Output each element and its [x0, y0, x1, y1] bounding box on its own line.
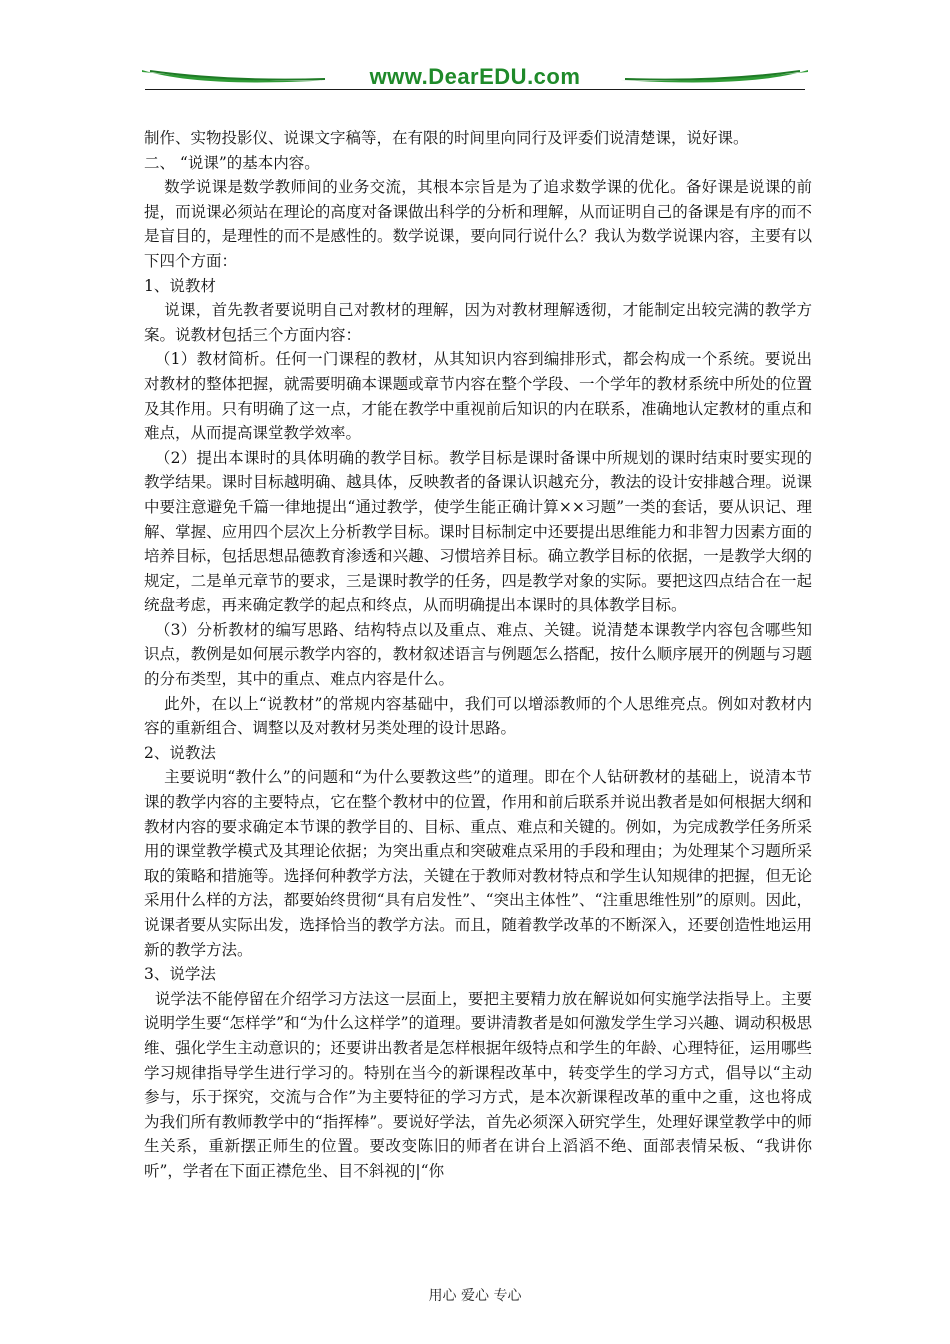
- paragraph: （2）提出本课时的具体明确的教学目标。教学目标是课时备课中所规划的课时结束时要实现的教学结果。课时目标越明确、越具体，反映教者的备课认识越充分，教法的设计安排越合理。说课中要注意避免千篇一律地提出“通过教学，使学生能正确计算××习题”一类的套话，要从识记、理解、掌握、应用四个层次上分析教学目标。课时目标制定中还要提出思维能力和非智力因素方面的培养目标，包括思想品德教育渗透和兴趣、习惯培养目标。确立教学目标的依据，一是教学大纲的规定，二是单元章节的要求，三是课时教学的任务，四是教学对象的实际。要把这四点结合在一起统盘考虑，再来确定教学的起点和终点，从而明确提出本课时的具体教学目标。: [144, 448, 812, 615]
- document-body: [144, 126, 812, 1184]
- subsection-heading: 3、说学法: [144, 965, 216, 984]
- paragraph: 说课，首先教者要说明自己对教材的理解，因为对教材理解透彻，才能制定出较完满的教学方案。说教材包括三个方面内容：: [144, 301, 812, 344]
- paragraph: 此外，在以上“说教材”的常规内容基础中，我们可以增添教师的个人思维亮点。例如对教材内容的重新组合、调整以及对教材另类处理的设计思路。: [144, 694, 812, 738]
- paragraph: 数学说课是数学教师间的业务交流，其根本宗旨是为了追求数学课的优化。备好课是说课的前提，而说课必须站在理论的高度对备课做出科学的分析和理解，从而证明自己的备课是有序的而不是盲目的，是理性的而不是感性的。数学说课，要向同行说什么？我认为数学说课内容，主要有以下四个方面：: [144, 178, 812, 270]
- page-footer: 用心 爱心 专心: [428, 1288, 522, 1304]
- paragraph: 主要说明“教什么”的问题和“为什么要教这些”的道理。即在个人钻研教材的基础上，说清本节课的教学内容的主要特点，它在整个教材中的位置，作用和前后联系并说出教者是如何根据大纲和教材内容的要求确定本节课的教学目的、目标、重点、难点和关键的。例如，为完成教学任务所采用的课堂教学模式及其理论依据；为突出重点和突破难点采用的手段和理由；为处理某个习题所采取的策略和措施等。选择何种教学方法，关键在于教师对教材特点和学生认知规律的把握，但无论采用什么样的方法，都要始终贯彻“具有启发性”、“突出主体性”、“注重思维性别”的原则。因此，说课者要从实际出发，选择恰当的教学方法。而且，随着教学改革的不断深入，还要创造性地运用新的教学方法。: [144, 768, 812, 959]
- site-logo-text[interactable]: www.DearEDU.com: [369, 64, 581, 89]
- paragraph: （1）教材简析。任何一门课程的教材，从其知识内容到编排形式，都会构成一个系统。要说出对教材的整体把握，就需要明确本课题或章节内容在整个学段、一个学年的教材系统中所处的位置及其作用。只有明确了这一点，才能在教学中重视前后知识的内在联系，准确地认定教材的重点和难点，从而提高课堂教学效率。: [144, 350, 812, 443]
- header-divider: [145, 89, 805, 90]
- site-header-banner: [140, 58, 810, 98]
- section-heading: 二、 “说课”的基本内容。: [144, 153, 320, 172]
- subsection-heading: 2、说教法: [144, 743, 216, 762]
- paragraph: 说学法不能停留在介绍学习方法这一层面上，要把主要精力放在解说如何实施学法指导上。主要说明学生要“怎样学”和“为什么这样学”的道理。要讲清教者是如何激发学生学习兴趣、调动积极思维、强化学生主动意识的；还要讲出教者是怎样根据年级特点和学生的年龄、心理特征，运用哪些学习规律指导学生进行学习的。特别在当今的新课程改革中，转变学生的学习方式，倡导以“主动参与，乐于探究，交流与合作”为主要特征的学习方式，是本次新课程改革的重中之重，这也将成为我们所有教师教学中的“指挥棒”。要说好学法，首先必须深入研究学生，处理好课堂教学中的师生关系，重新摆正师生的位置。要改变陈旧的师者在讲台上滔滔不绝、面部表情呆板、“我讲你听”，学者在下面正襟危坐、目不斜视的|“你: [144, 989, 812, 1180]
- paragraph: 制作、实物投影仪、说课文字稿等，在有限的时间里向同行及评委们说清楚课，说好课。: [144, 129, 749, 147]
- paragraph: （3）分析教材的编写思路、结构特点以及重点、难点、关键。说清楚本课教学内容包含哪些知识点，教例是如何展示教学内容的，教材叙述语言与例题怎么搭配，按什么顺序展开的例题与习题的分布类型，其中的重点、难点内容是什么。: [144, 620, 812, 689]
- subsection-heading: 1、说教材: [144, 276, 216, 295]
